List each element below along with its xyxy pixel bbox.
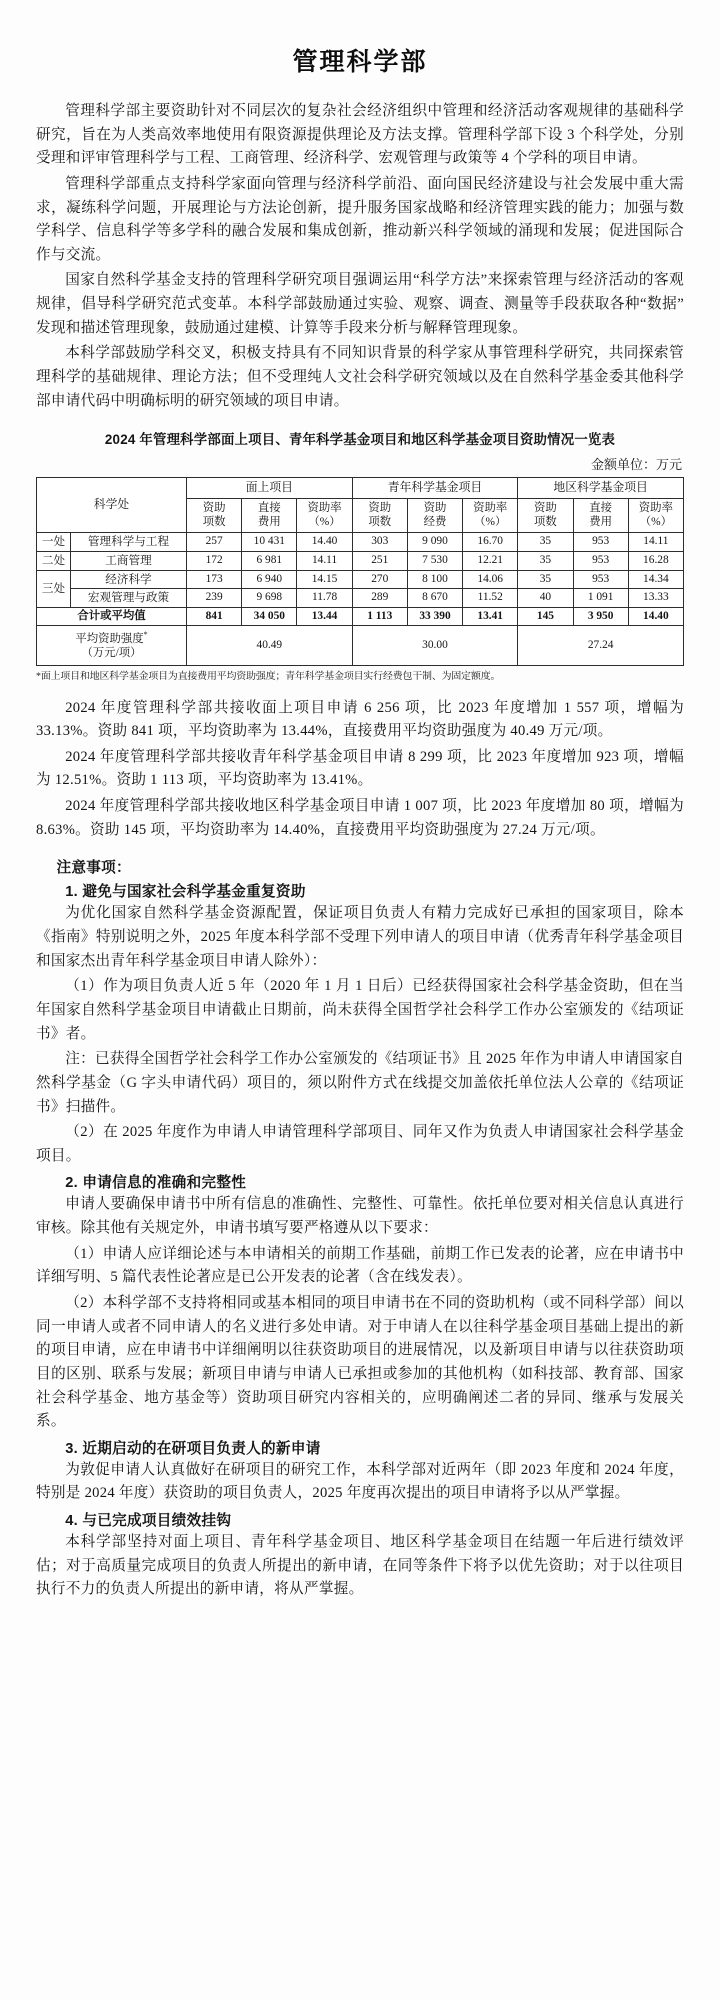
table-row [37, 551, 684, 570]
table-cell: 9 090 [407, 533, 462, 552]
table-intensity-cell: 27.24 [518, 626, 684, 665]
funding-table-footnote: *面上项目和地区科学基金项目为直接费用平均资助强度；青年科学基金项目实行经费包干制、为固定额度。 [36, 670, 501, 682]
table-subheader-5 [463, 499, 518, 533]
table-cell: 13.33 [628, 589, 683, 608]
table-group-header-row [37, 478, 684, 499]
table-subheader-2 [297, 499, 352, 533]
table-subheader-7 [573, 499, 628, 533]
table-cell: 8 100 [407, 570, 462, 589]
table-intensity-label [37, 626, 187, 665]
table-corner-header: 科学处 [37, 478, 187, 533]
table-cell: 35 [518, 551, 573, 570]
table-total-cell: 1 113 [352, 607, 407, 625]
table-cell: 12.21 [463, 551, 518, 570]
funding-table-title: 2024 年管理科学部面上项目、青年科学基金项目和地区科学基金项目资助情况一览表 [104, 432, 616, 448]
table-row [37, 533, 684, 552]
table-total-cell: 34 050 [242, 607, 297, 625]
table-intensity-cell: 30.00 [352, 626, 518, 665]
table-cell: 953 [573, 533, 628, 552]
table-cell: 289 [352, 589, 407, 608]
table-office-label: 二处 [37, 551, 71, 570]
table-subheader-0 [187, 499, 242, 533]
table-cell: 10 431 [242, 533, 297, 552]
funding-table-unit: 金额单位：万元 [590, 457, 682, 473]
table-row [37, 570, 684, 589]
subheader-line-a: 资助 [202, 502, 226, 515]
table-total-row [37, 607, 684, 625]
note-1-paragraph-2: （1）作为项目负责人近 5 年（2020 年 1 月 1 日后）已经获得国家社会科学基金资助，但在当年国家自然科学基金项目申请截止日期前，尚未获得全国哲学社会科学工作办公室颁发的《结项证书》者。 [36, 978, 684, 1042]
table-cell: 40 [518, 589, 573, 608]
table-cell: 172 [187, 551, 242, 570]
subheader-line-a: 资助率 [473, 502, 508, 515]
table-cell: 11.52 [463, 589, 518, 608]
note-heading-1: 1. 避免与国家社会科学基金重复资助 [65, 884, 306, 901]
table-cell: 239 [187, 589, 242, 608]
subheader-line-b: （%） [639, 515, 673, 528]
note-1-paragraph-4: （2）在 2025 年度作为申请人申请管理科学部项目、同年又作为负责人申请国家社会科学基金项目。 [36, 1124, 684, 1164]
table-total-cell: 841 [187, 607, 242, 625]
stats-paragraph-1: 2024 年度管理科学部共接收面上项目申请 6 256 项，比 2023 年度增加 1 557 项，增幅为 33.13%。资助 841 项，平均资助率为 13.44%，直接费用平均资助强度为 40.49 万元/项。 [36, 699, 684, 740]
table-cell: 14.15 [297, 570, 352, 589]
table-cell: 257 [187, 533, 242, 552]
table-subheader-3 [352, 499, 407, 533]
subheader-line-a: 资助 [534, 502, 557, 515]
notes-heading: 注意事项： [56, 860, 131, 877]
table-cell: 1 091 [573, 589, 628, 608]
table-subheader-1 [242, 499, 297, 533]
table-discipline: 工商管理 [71, 551, 187, 570]
table-subheader-8 [628, 499, 683, 533]
note-4-paragraph-1: 本科学部坚持对面上项目、青年科学基金项目、地区科学基金项目在结题一年后进行绩效评估；对于高质量完成项目的负责人所提出的新申请，在同等条件下将予以优先资助；对于以往项目执行不力的负责人所提出的新申请，将从严掌握。 [36, 1534, 684, 1598]
table-office-label: 三处 [37, 570, 71, 607]
intensity-label-line2: （万元/项） [81, 647, 142, 660]
table-total-cell: 13.41 [463, 607, 518, 625]
funding-table [36, 477, 684, 665]
table-discipline: 宏观管理与政策 [71, 589, 187, 608]
table-cell: 16.28 [628, 551, 683, 570]
table-total-cell: 33 390 [407, 607, 462, 625]
note-2-paragraph-3: （2）本科学部不支持将相同或基本相同的项目申请书在不同的资助机构（或不同科学部）间以同一申请人或者不同申请人的名义进行多处申请。对于申请人在以往科学基金项目基础上提出的新的项目申请，应在申请书中详细阐明以往获资助项目的进展情况，以及新项目申请与以往获资助项目的区别、联系与发展；新项目申请与申请人已承担或参加的其他机构（如科技部、教育部、国家社会科学基金、地方基金等）资助项目研究内容相关的，应明确阐述二者的异同、继承与发展关系。 [36, 1295, 684, 1430]
spacer [36, 844, 684, 853]
table-total-cell: 3 950 [573, 607, 628, 625]
subheader-line-a: 直接 [257, 502, 281, 515]
subheader-line-a: 资助率 [638, 502, 673, 515]
table-cell: 35 [518, 533, 573, 552]
note-1-paragraph-3: 注：已获得全国哲学社会科学工作办公室颁发的《结项证书》且 2025 年作为申请人申请国家自然科学基金（G 字头申请代码）项目的，须以附件方式在线提交加盖依托单位法人公章的《结项证书》扫描件。 [36, 1051, 684, 1115]
table-intensity-cell: 40.49 [187, 626, 353, 665]
note-2-paragraph-1: 申请人要确保申请书中所有信息的准确性、完整性、可靠性。依托单位要对相关信息认真进行审核。除其他有关规定外，申请书填写要严格遵从以下要求： [36, 1196, 684, 1237]
table-cell: 11.78 [297, 589, 352, 608]
note-heading-2: 2. 申请信息的准确和完整性 [65, 1175, 247, 1192]
table-cell: 14.11 [628, 533, 683, 552]
subheader-line-b: （%） [308, 515, 341, 528]
spacer [36, 684, 684, 697]
subheader-line-a: 资助 [423, 502, 447, 515]
note-1-paragraph-1: 为优化国家自然科学基金资源配置，保证项目负责人有精力完成好已承担的国家项目，除本《指南》特别说明之外，2025 年度本科学部不受理下列申请人的项目申请（优秀青年科学基金项目和国家杰出青年科学基金项目申请人除外）： [36, 905, 684, 969]
table-subheader-6 [518, 499, 573, 533]
table-cell: 251 [352, 551, 407, 570]
note-2-paragraph-2: （1）申请人应详细论述与本申请相关的前期工作基础，前期工作已发表的论著，应在申请书中详细写明、5 篇代表性论著应是已公开发表的论著（含在线发表）。 [36, 1245, 684, 1286]
table-discipline: 经济科学 [71, 570, 187, 589]
table-subheader-4 [407, 499, 462, 533]
table-cell: 9 698 [242, 589, 297, 608]
table-total-cell: 145 [518, 607, 573, 625]
note-heading-4: 4. 与已完成项目绩效挂钩 [65, 1513, 232, 1530]
table-cell: 6 940 [242, 570, 297, 589]
subheader-line-a: 资助 [368, 502, 392, 515]
table-cell: 270 [352, 570, 407, 589]
subheader-line-a: 资助率 [307, 502, 342, 515]
subheader-line-b: 费用 [257, 515, 281, 528]
table-cell: 14.34 [628, 570, 683, 589]
intro-paragraph-1: 管理科学部主要资助针对不同层次的复杂社会经济组织中管理和经济活动客观规律的基础科学研究，旨在为人类高效率地使用有限资源提供理论及方法支撑。管理科学部下设 3 个科学处，分别受理和评审管理科学与工程、工商管理、经济科学、宏观管理与政策等 4 个学科的项目申请。 [36, 103, 684, 167]
subheader-line-b: 费用 [589, 515, 613, 528]
table-total-cell: 13.44 [297, 607, 352, 625]
subheader-line-a: 直接 [589, 502, 613, 515]
table-discipline: 管理科学与工程 [71, 533, 187, 552]
table-total-cell: 14.40 [628, 607, 683, 625]
subheader-line-b: 项数 [368, 515, 392, 528]
intro-paragraph-3: 国家自然科学基金支持的管理科学研究项目强调运用“科学方法”来探索管理与经济活动的客观规律，倡导科学研究范式变革。本科学部鼓励通过实验、观察、调查、测量等手段获取各种“数据”发现和描述管理现象，鼓励通过建模、计算等手段来分析与解释管理现象。 [36, 272, 684, 336]
table-cell: 6 981 [242, 551, 297, 570]
table-group-header-mianshang: 面上项目 [187, 478, 353, 499]
table-intensity-row [37, 626, 684, 665]
intensity-label-line1: 平均资助强度 [75, 633, 144, 646]
table-cell: 173 [187, 570, 242, 589]
intro-paragraph-4: 本科学部鼓励学科交叉，积极支持具有不同知识背景的科学家从事管理科学研究，共同探索管理科学的基础规律、理论方法；但不受理纯人文社会科学研究领域以及在自然科学基金委其他科学部申请代码中明确标明的研究领域的项目申请。 [36, 345, 684, 409]
table-cell: 14.11 [297, 551, 352, 570]
table-cell: 953 [573, 570, 628, 589]
stats-paragraph-3: 2024 年度管理科学部共接收地区科学基金项目申请 1 007 项，比 2023 年度增加 80 项，增幅为 8.63%。资助 145 项，平均资助率为 14.40%，直接费用平均资助强度为 27.24 万元/项。 [36, 798, 684, 838]
subheader-line-b: （%） [474, 515, 507, 528]
table-row [37, 589, 684, 608]
page-title: 管理科学部 [292, 48, 428, 76]
table-cell: 35 [518, 570, 573, 589]
subheader-line-b: 项数 [534, 515, 557, 528]
table-cell: 8 670 [407, 589, 462, 608]
subheader-line-b: 项数 [202, 515, 226, 528]
table-cell: 7 530 [407, 551, 462, 570]
intensity-label-asterisk: * [143, 630, 148, 640]
table-total-label: 合计或平均值 [37, 607, 187, 625]
table-group-header-qingnian: 青年科学基金项目 [352, 478, 518, 499]
note-heading-3: 3. 近期启动的在研项目负责人的新申请 [65, 1440, 321, 1457]
table-cell: 953 [573, 551, 628, 570]
stats-paragraph-2: 2024 年度管理科学部共接收青年科学基金项目申请 8 299 项，比 2023 年度增加 923 项，增幅为 12.51%。资助 1 113 项，平均资助率为 13.41%。 [36, 748, 684, 789]
table-cell: 14.06 [463, 570, 518, 589]
table-cell: 303 [352, 533, 407, 552]
intro-paragraph-2: 管理科学部重点支持科学家面向管理与经济科学前沿、面向国民经济建设与社会发展中重大需求，凝练科学问题，开展理论与方法论创新，提升服务国家战略和经济管理实践的能力；加强与数学科学、信息科学等多学科的融合发展和集成创新，推动新兴科学领域的涌现和发展；促进国际合作与交流。 [36, 175, 684, 263]
table-group-header-diqu: 地区科学基金项目 [518, 478, 684, 499]
table-office-label: 一处 [37, 533, 71, 552]
table-cell: 14.40 [297, 533, 352, 552]
table-cell: 16.70 [463, 533, 518, 552]
note-3-paragraph-1: 为敦促申请人认真做好在研项目的研究工作，本科学部对近两年（即 2023 年度和 2024 年度，特别是 2024 年度）获资助的项目负责人，2025 年度再次提出的项目申请将予以从严掌握。 [36, 1461, 684, 1502]
subheader-line-b: 经费 [423, 515, 447, 528]
